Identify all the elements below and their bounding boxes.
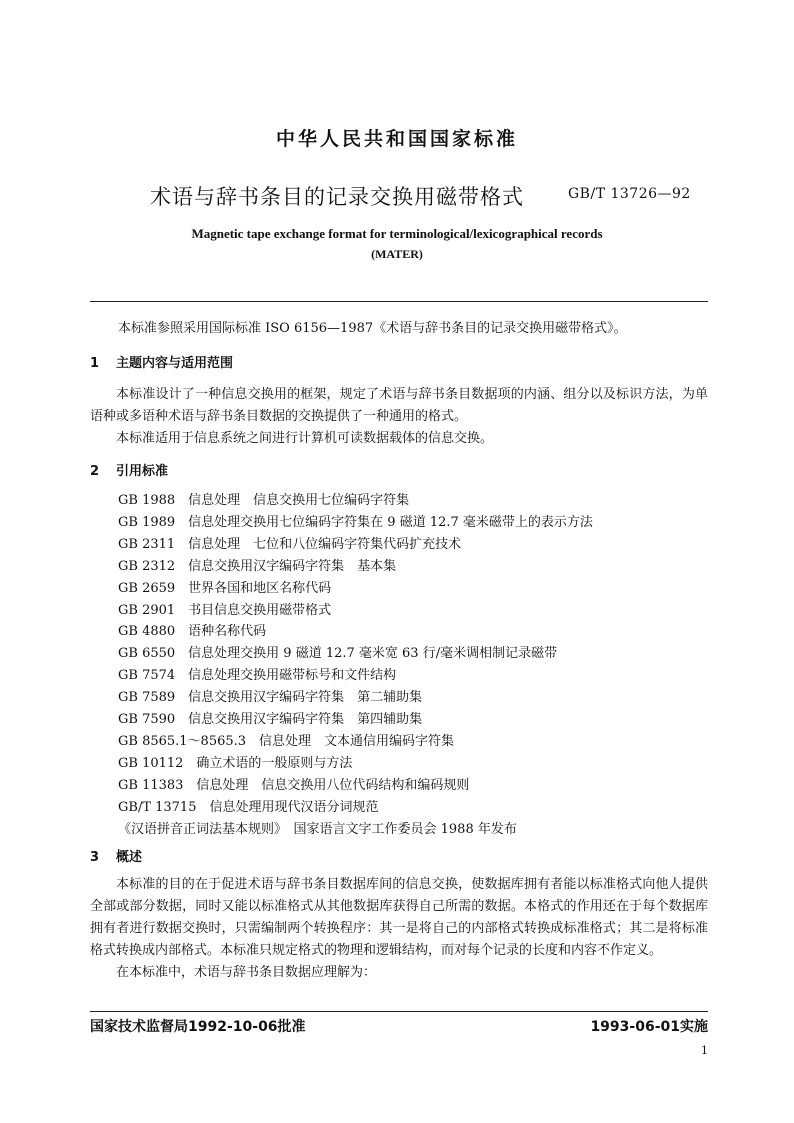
reference-item: GB 7589 信息交换用汉字编码字符集 第二辅助集	[118, 690, 423, 706]
paragraph: 本标准适用于信息系统之间进行计算机可读数据载体的信息交换。	[116, 431, 494, 446]
section-3-body	[90, 874, 708, 984]
section-1-heading	[90, 352, 233, 371]
paragraph: 本标准的目的在于促进术语与辞书条目数据库间的信息交换，使数据库拥有者能以标准格式向他人提供全部或部分数据，同时又能以标准格式从其他数据库获得自己所需的数据。本格式的作用还在于每个数据库拥有者进行数据交换时，只需编制两个转换程序：其一是将自己的内部格式转换成标准格式；其二是将标准格式转换成内部格式。本标准只规定格式的物理和逻辑结构，而对每个记录的长度和内容不作定义。	[90, 877, 708, 958]
reference-item: GB 1989 信息处理交换用七位编码字符集在 9 磁道 12.7 毫米磁带上的表示方法	[118, 514, 593, 530]
reference-item: GB 10112 确立术语的一般原则与方法	[118, 755, 353, 771]
reference-item: GB 8565.1～8565.3 信息处理 文本通信用编码字符集	[118, 733, 455, 749]
section-1-body	[90, 384, 708, 450]
reference-item: GB 2659 世界各国和地区名称代码	[118, 580, 332, 596]
reference-item: GB 11383 信息处理 信息交换用八位代码结构和编码规则	[118, 777, 470, 793]
reference-list	[118, 490, 593, 841]
header-divider	[90, 301, 708, 302]
section-2-heading	[90, 460, 168, 479]
intro-paragraph: 本标准参照采用国际标准 ISO 6156—1987《术语与辞书条目的记录交换用磁带格式》。	[118, 321, 627, 336]
standard-title: 术语与辞书条目的记录交换用磁带格式	[150, 185, 524, 209]
standard-number: GB/T 13726—92	[568, 186, 691, 202]
reference-item: GB 7590 信息交换用汉字编码字符集 第四辅助集	[118, 712, 423, 728]
section-3-heading	[90, 846, 142, 865]
approval-date: 国家技术监督局1992-10-06批准	[90, 1019, 306, 1035]
reference-item: GB 2901 书目信息交换用磁带格式	[118, 602, 332, 618]
section-title: 主题内容与适用范围	[116, 356, 234, 371]
reference-item: GB 1988 信息处理 信息交换用七位编码字符集	[118, 493, 410, 508]
footer-divider	[90, 1011, 708, 1012]
paragraph: 在本标准中，术语与辞书条目数据应理解为：	[116, 965, 377, 980]
reference-item: GB 2312 信息交换用汉字编码字符集 基本集	[118, 558, 397, 574]
section-number: 2	[90, 464, 100, 479]
section-number: 1	[90, 356, 100, 371]
effective-date: 1993-06-01实施	[590, 1019, 708, 1035]
reference-item: GB 4880 语种名称代码	[118, 624, 267, 640]
section-title: 概述	[116, 850, 143, 865]
reference-item: GB 6550 信息处理交换用 9 磁道 12.7 毫米宽 63 行/毫米调相制记录磁带	[118, 646, 558, 662]
page-number: 1	[701, 1044, 708, 1057]
section-number: 3	[90, 850, 100, 865]
reference-item: 《汉语拼音正词法基本规则》 国家语言文字工作委员会 1988 年发布	[118, 821, 517, 837]
reference-item: GB/T 13715 信息处理用现代汉语分词规范	[118, 799, 379, 815]
english-title: Magnetic tape exchange format for terminological/lexicographical records	[191, 226, 603, 241]
section-title: 引用标准	[116, 464, 169, 479]
english-abbreviation: (MATER)	[371, 247, 423, 261]
paragraph: 本标准设计了一种信息交换用的框架，规定了术语与辞书条目数据项的内涵、组分以及标识方法，为单语种或多语种术语与辞书条目数据的交换提供了一种通用的格式。	[90, 387, 708, 424]
reference-item: GB 2311 信息处理 七位和八位编码字符集代码扩充技术	[118, 536, 462, 552]
reference-item: GB 7574 信息处理交换用磁带标号和文件结构	[118, 668, 397, 684]
national-standard-heading: 中华人民共和国国家标准	[275, 128, 518, 150]
